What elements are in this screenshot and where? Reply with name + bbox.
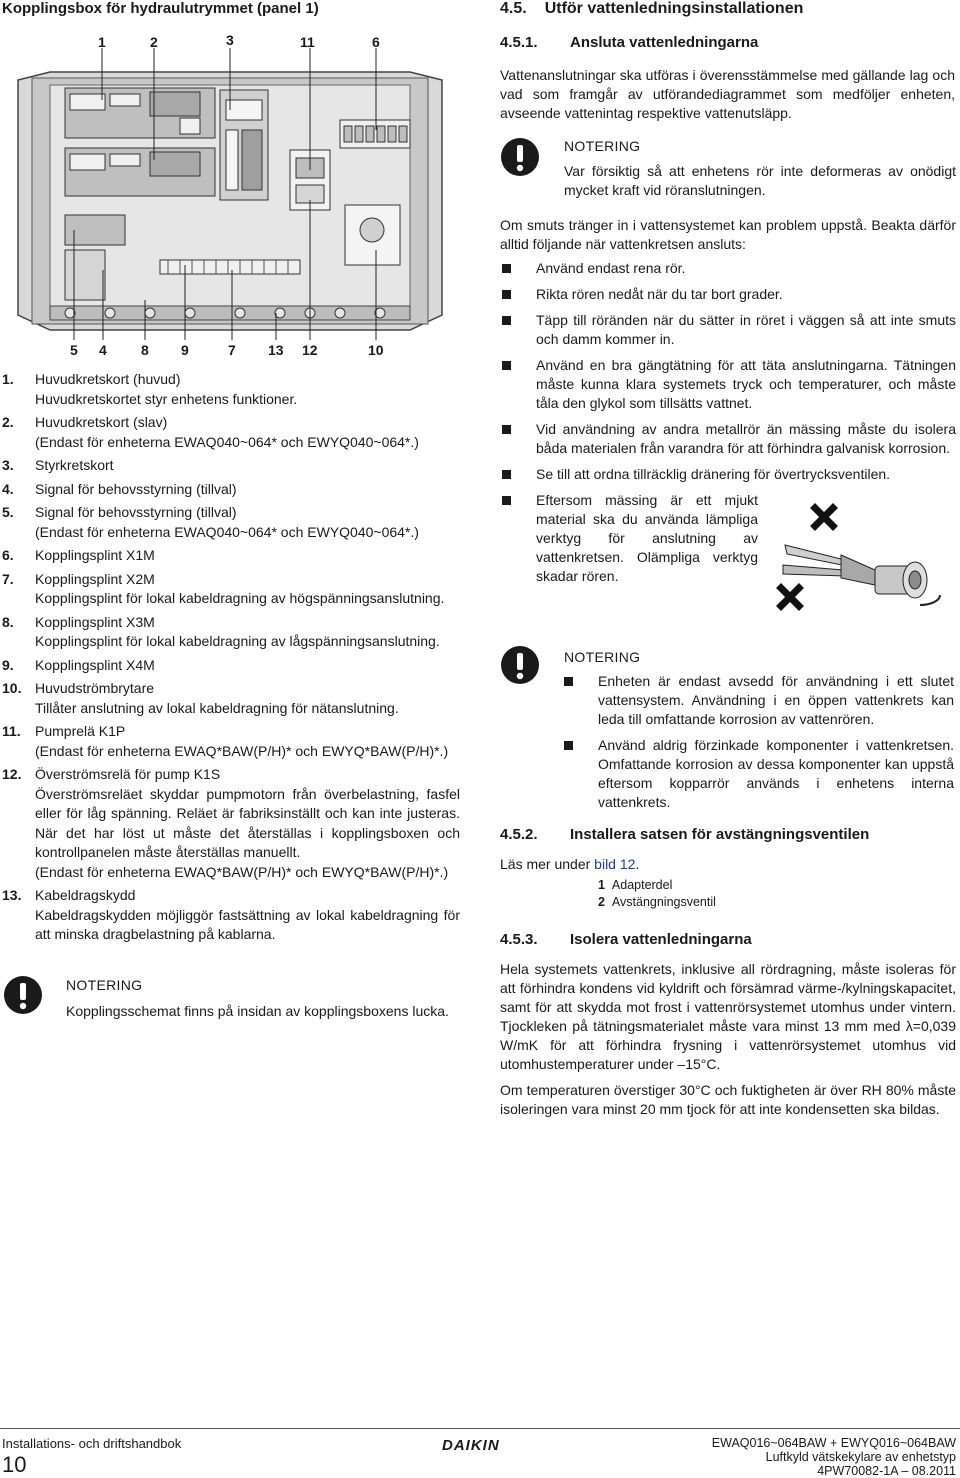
callout-7: 7 bbox=[228, 342, 236, 358]
callout-2: 2 bbox=[150, 34, 158, 50]
tool-illustration bbox=[775, 500, 955, 630]
legend-line: Huvudkretskort (slav) bbox=[35, 414, 168, 430]
intro-paragraph: Vattenanslutningar ska utföras i överensstämmelse med gällande lag och vad som framgår av utförandediagrammet som medföljer enheten, avseende vattenintag respektive vattenutsläpp. bbox=[500, 67, 955, 121]
legend-line: Pumprelä K1P bbox=[35, 723, 126, 739]
legend-item bbox=[2, 765, 460, 882]
list-item-text: Använd en bra gängtätning för att täta anslutningarna. Tätningen måste kunna klara systemets tryck och temperaturer, och måste tåla den glykol som tillsätts vattnet. bbox=[536, 357, 956, 411]
subsection-number: 4.5.1. bbox=[500, 34, 538, 51]
part-label: Avstängningsventil bbox=[611, 895, 716, 909]
warning-icon bbox=[500, 137, 540, 182]
legend-num: 4. bbox=[2, 480, 14, 497]
subsection-title: Isolera vattenledningarna bbox=[570, 931, 752, 948]
callout-8: 8 bbox=[141, 342, 149, 358]
subsection-number: 4.5.3. bbox=[500, 931, 538, 948]
legend-item bbox=[2, 886, 460, 945]
legend-line: Signal för behovsstyrning (tillval) bbox=[35, 504, 237, 520]
legend-num: 7. bbox=[2, 570, 14, 587]
legend-line: (Endast för enheterna EWAQ040~064* och EWYQ040~064*.) bbox=[35, 433, 419, 450]
legend-num: 1. bbox=[2, 371, 14, 387]
callout-6: 6 bbox=[372, 34, 380, 50]
brand-logo: DAIKIN bbox=[442, 1437, 500, 1454]
footer-doc-info bbox=[712, 1436, 956, 1478]
subsection-number: 4.5.2. bbox=[500, 826, 538, 843]
part-number: 1 bbox=[598, 878, 605, 892]
legend-line: Kopplingsplint X2M bbox=[35, 570, 155, 587]
note-list bbox=[562, 672, 954, 819]
footer-model: EWAQ016~064BAW + EWYQ016~064BAW bbox=[711, 1436, 956, 1450]
footer-title: Installations- och driftshandbok bbox=[2, 1436, 182, 1451]
warning-icon bbox=[3, 975, 43, 1020]
callout-10: 10 bbox=[368, 342, 384, 358]
list-item-text: Täpp till röränden när du sätter in röret i väggen så att inte smuts och damm kommer in. bbox=[536, 312, 956, 347]
callout-5: 5 bbox=[70, 342, 78, 358]
legend-num: 11. bbox=[2, 723, 21, 739]
note-text: Kopplingsschemat finns på insidan av kopplingsboxens lucka. bbox=[66, 1003, 449, 1019]
legend-item bbox=[2, 656, 460, 676]
list-item bbox=[500, 420, 956, 458]
legend-line: (Endast för enheterna EWAQ*BAW(P/H)* och EWYQ*BAW(P/H)*.) bbox=[35, 742, 449, 759]
list-item bbox=[562, 672, 954, 729]
subsection-heading-3 bbox=[500, 931, 752, 948]
legend-num: 10. bbox=[2, 680, 22, 696]
dirt-intro: Om smuts tränger in i vattensystemet kan problem uppstå. Beakta därför alltid följande när vattenkretsen ansluts: bbox=[500, 217, 956, 252]
legend-num: 12. bbox=[2, 766, 22, 782]
legend-num: 5. bbox=[2, 504, 14, 520]
callout-3: 3 bbox=[226, 32, 234, 48]
legend-line: Huvudströmbrytare bbox=[35, 680, 155, 696]
section-number: 4.5. bbox=[500, 0, 527, 17]
callout-1: 1 bbox=[98, 34, 106, 50]
list-item bbox=[500, 465, 956, 484]
footer-divider bbox=[0, 1428, 960, 1429]
legend-num: 13. bbox=[2, 887, 22, 903]
legend-item bbox=[2, 456, 460, 476]
legend-line: Signal för behovsstyrning (tillval) bbox=[35, 480, 237, 497]
legend-line: Kabeldragskydd bbox=[35, 887, 136, 903]
list-item-text: Vid användning av andra metallrör än mässing måste du isolera båda materialen från varandra för att förhindra galvanisk korrosion. bbox=[536, 421, 956, 456]
section-title: Utför vattenledningsinstallationen bbox=[544, 0, 804, 17]
callout-4: 4 bbox=[99, 342, 107, 358]
legend-num: 8. bbox=[2, 613, 14, 630]
legend-line: Kopplingsplint för lokal kabeldragning av högspänningsanslutning. bbox=[35, 590, 445, 606]
figure-legend bbox=[2, 370, 460, 949]
legend-line: Tillåter anslutning av lokal kabeldragning för nätanslutning. bbox=[35, 699, 399, 716]
insulation-paragraph: Hela systemets vattenkrets, inklusive all rördragning, måste isoleras för att förhindra kondens vid kyldrift och försämrad värme-/kylningskapacitet, samt för att skydda mot frost i vattenrörsystemet utomhus under vintern. Tjockleken på tätningsmaterialet måste vara minst 13 mm med λ=0,039 W/mK för att förhindra frysning i vattenrörsystemet utomhus vid utomhustemperaturer under –15°C. bbox=[500, 961, 956, 1072]
subsection-title: Installera satsen för avstängningsventilen bbox=[570, 826, 870, 843]
part-number: 2 bbox=[598, 895, 605, 909]
list-item-text: Använd aldrig förzinkade komponenter i vattenkretsen. Omfattande korrosion av dessa komponenter kan uppstå eftersom kopparrör används i enhetens interna vattenkrets. bbox=[598, 737, 954, 810]
legend-line: Styrkretskort bbox=[35, 457, 114, 473]
legend-num: 2. bbox=[2, 414, 14, 430]
wrench-pipe-drawing bbox=[775, 500, 955, 630]
legend-line: Kopplingsplint X3M bbox=[35, 613, 155, 630]
switchbox-drawing bbox=[10, 30, 450, 360]
switchbox-figure bbox=[10, 30, 450, 360]
subsection-title: Ansluta vattenledningarna bbox=[570, 34, 759, 51]
legend-line: Kopplingsplint X4M bbox=[35, 656, 155, 673]
footer-docnum: 4PW70082-1A – 08.2011 bbox=[817, 1464, 956, 1478]
list-item bbox=[500, 356, 956, 413]
warning-icon bbox=[500, 645, 540, 690]
list-item-text: Se till att ordna tillräcklig dränering för övertrycksventilen. bbox=[536, 466, 891, 482]
legend-item bbox=[2, 679, 460, 718]
figure-title: Kopplingsbox för hydraulutrymmet (panel 1) bbox=[2, 0, 319, 17]
note-heading: NOTERING bbox=[66, 977, 143, 993]
legend-item bbox=[2, 480, 460, 500]
legend-line: (Endast för enheterna EWAQ*BAW(P/H)* och EWYQ*BAW(P/H)*.) bbox=[35, 863, 449, 880]
legend-item bbox=[2, 370, 460, 409]
legend-item bbox=[2, 570, 460, 609]
note-text: Var försiktig så att enhetens rör inte deformeras av onödigt mycket kraft vid röranslutningen. bbox=[564, 163, 956, 198]
insulation-paragraph-2: Om temperaturen överstiger 30°C och fuktigheten är över RH 80% måste isoleringen vara minst 20 mm tjock för att inte kondensetten ska bildas. bbox=[500, 1082, 956, 1117]
list-item-text: Rikta rören nedåt när du tar bort grader. bbox=[536, 286, 783, 302]
legend-line: Överströmsrelä för pump K1S bbox=[35, 766, 221, 782]
kit-parts-list bbox=[598, 877, 716, 911]
legend-line: (Endast för enheterna EWAQ040~064* och EWYQ040~064*.) bbox=[35, 523, 419, 540]
list-item bbox=[500, 311, 956, 349]
legend-num: 9. bbox=[2, 656, 14, 673]
legend-line: Kopplingsplint för lokal kabeldragning av lågspänningsanslutning. bbox=[35, 633, 440, 649]
note-heading: NOTERING bbox=[564, 649, 641, 665]
figure-link[interactable]: bild 12 bbox=[594, 856, 636, 872]
legend-item bbox=[2, 613, 460, 652]
legend-item bbox=[2, 503, 460, 542]
subsection-heading-1 bbox=[500, 34, 758, 51]
legend-item bbox=[2, 546, 460, 566]
list-item-text: Eftersom mässing är ett mjukt material ska du använda lämpliga verktyg för anslutning av vattenkretsen. Olämpliga verktyg skadar rören. bbox=[536, 492, 758, 584]
reference-prefix: Läs mer under bbox=[500, 856, 595, 872]
list-item bbox=[598, 877, 716, 894]
note-heading: NOTERING bbox=[564, 138, 641, 154]
callout-9: 9 bbox=[181, 342, 189, 358]
footer-product: Luftkyld vätskekylare av enhetstyp bbox=[765, 1450, 956, 1464]
list-item bbox=[562, 736, 954, 812]
list-item bbox=[500, 491, 758, 586]
part-label: Adapterdel bbox=[611, 878, 673, 892]
list-item-text: Använd endast rena rör. bbox=[536, 260, 686, 276]
section-heading bbox=[500, 0, 803, 18]
reference-text: Läs mer under bild 12. bbox=[500, 856, 640, 872]
list-item bbox=[500, 259, 956, 278]
legend-line: Kabeldragskydden möjliggör fastsättning av lokal kabeldragning för att minska dragbelastning på kablarna. bbox=[35, 906, 460, 942]
legend-line: Huvudkretskortet styr enhetens funktioner. bbox=[35, 390, 298, 407]
subsection-heading-2 bbox=[500, 826, 869, 843]
legend-line: Överströmsreläet skyddar pumpmotorn från överbelastning, fasfel eller för låg spänning. Reläet är fabriksinställt och kan inte justeras. När det har löst ut måste det återställas i kopplingsboxen och kontrollpanelen måste återställas manuellt. bbox=[35, 785, 460, 860]
legend-item bbox=[2, 413, 460, 452]
legend-item bbox=[2, 722, 460, 761]
list-item bbox=[598, 894, 716, 911]
callout-11: 11 bbox=[300, 34, 315, 50]
callout-12: 12 bbox=[302, 342, 318, 358]
list-item-text: Enheten är endast avsedd för användning i ett slutet vattensystem. Användning i en öppen vattenkrets kan leda till omfattande korrosion av vattenrören. bbox=[598, 673, 954, 727]
legend-num: 3. bbox=[2, 457, 14, 473]
legend-num: 6. bbox=[2, 547, 14, 563]
list-item bbox=[500, 285, 956, 304]
legend-line: Kopplingsplint X1M bbox=[35, 547, 155, 563]
callout-13: 13 bbox=[268, 342, 284, 358]
page-number: 10 bbox=[2, 1452, 27, 1477]
legend-line: Huvudkretskort (huvud) bbox=[35, 371, 181, 387]
